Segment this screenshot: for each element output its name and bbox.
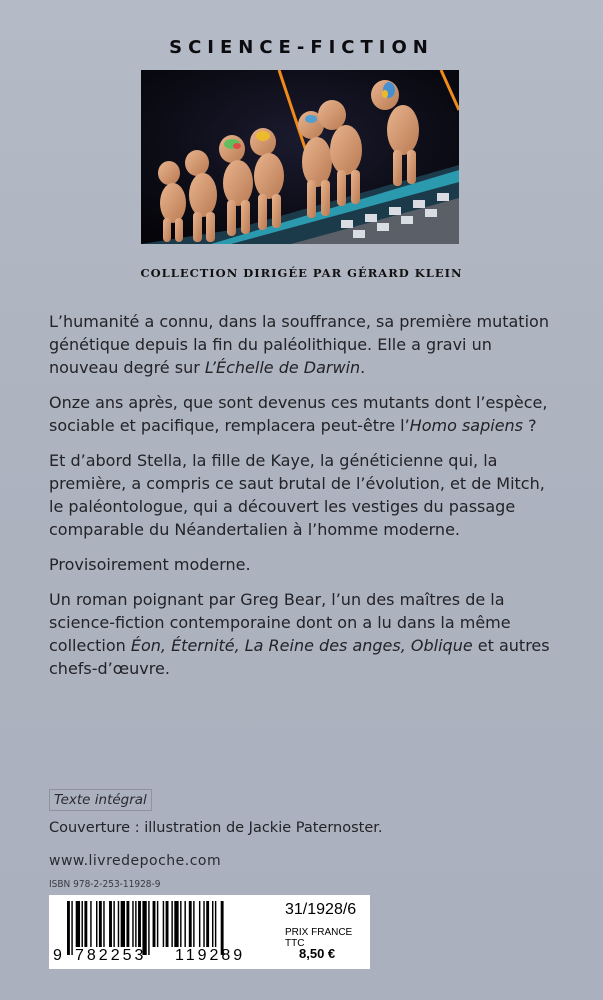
barcode-bar: [199, 901, 200, 947]
barcode-bar: [193, 901, 194, 947]
barcode-panel: [49, 895, 370, 969]
blurb-paragraph-1: [49, 310, 554, 379]
blurb-text: .: [360, 358, 366, 377]
barcode-bar: [109, 901, 112, 947]
barcode-bar: [212, 901, 213, 947]
cover-illustration-art: [141, 70, 459, 244]
barcode-bar: [138, 901, 141, 947]
cover-credit: Couverture : illustration de Jackie Paternoster.: [49, 820, 383, 836]
blurb-text: ?: [523, 416, 537, 435]
barcode-bar: [76, 901, 80, 947]
barcode-bar: [189, 901, 192, 947]
barcode-bar: [184, 901, 185, 947]
publisher-website: www.livredepoche.com: [49, 853, 222, 869]
barcode-bar: [121, 901, 125, 947]
barcode-bar: [82, 901, 83, 947]
blurb: [49, 310, 554, 692]
blurb-text: et autres chefs-d’œuvre.: [49, 636, 550, 678]
barcode-bar: [135, 901, 136, 947]
barcode-bar: [166, 901, 169, 947]
barcode-bar: [171, 901, 172, 947]
barcode-bar: [99, 901, 102, 947]
barcode-bar: [96, 901, 97, 947]
barcode-bar: [163, 901, 164, 947]
blurb-paragraph-3: Et d’abord Stella, la fille de Kaye, la généticienne qui, la première, a compris ce saut brutal de l’évolution, et de Mitch, le paléontologue, qui a découvert les vestiges du passage comparable du Néandertalien à l’homme moderne.: [49, 451, 545, 539]
price: 8,50 €: [299, 946, 336, 961]
barcode-bar: [174, 901, 178, 947]
barcode-group-1: 782253: [75, 947, 147, 964]
barcode-bar: [113, 901, 114, 947]
barcode-bar: [157, 901, 158, 947]
barcode-lead-digit: 9: [53, 947, 62, 964]
barcode-digits: [49, 947, 279, 967]
barcode-bar: [153, 901, 156, 947]
isbn: ISBN 978-2-253-11928-9: [49, 879, 161, 890]
series-title: SCIENCE-FICTION: [169, 37, 434, 58]
barcode-bar: [126, 901, 129, 947]
blurb-paragraph-5: [49, 588, 554, 680]
barcode-bar: [180, 901, 181, 947]
barcode-group-2: 119289: [175, 947, 246, 964]
barcode-bar: [215, 901, 216, 947]
unabridged-badge: Texte intégral: [49, 789, 152, 811]
barcode-bar: [206, 901, 209, 947]
blurb-text: Onze ans après, que sont devenus ces mutants dont l’espèce, sociable et pacifique, remplacera peut-être l’: [49, 393, 548, 435]
barcode-bar: [103, 901, 104, 947]
blurb-paragraph-4: Provisoirement moderne.: [49, 555, 251, 574]
barcode-bar: [203, 901, 204, 947]
blurb-text: L’humanité a connu, dans la souffrance, sa première mutation génétique depuis la fin du paléolithique. Elle a gravi un nouveau degré sur: [49, 312, 549, 377]
barcode-bar: [118, 901, 119, 947]
barcode-bar: [132, 901, 133, 947]
collection-director: COLLECTION DIRIGÉE PAR GÉRARD KLEIN: [140, 266, 463, 280]
barcode-bar: [84, 901, 87, 947]
other-titles: Éon, Éternité, La Reine des anges, Oblique: [130, 636, 473, 655]
species-name: Homo sapiens: [409, 416, 524, 435]
catalog-number: 31/1928/6: [285, 901, 357, 918]
blurb-text: Un roman poignant par Greg Bear, l’un des maîtres de la science-fiction contemporaine dont on a lu dans la même collection: [49, 590, 511, 655]
price-label: PRIX FRANCE TTC: [285, 927, 353, 949]
blurb-paragraph-2: [49, 391, 554, 437]
barcode-bar: [90, 901, 91, 947]
cover-illustration: [141, 70, 459, 244]
book-title-reference: L’Échelle de Darwin: [204, 358, 361, 377]
